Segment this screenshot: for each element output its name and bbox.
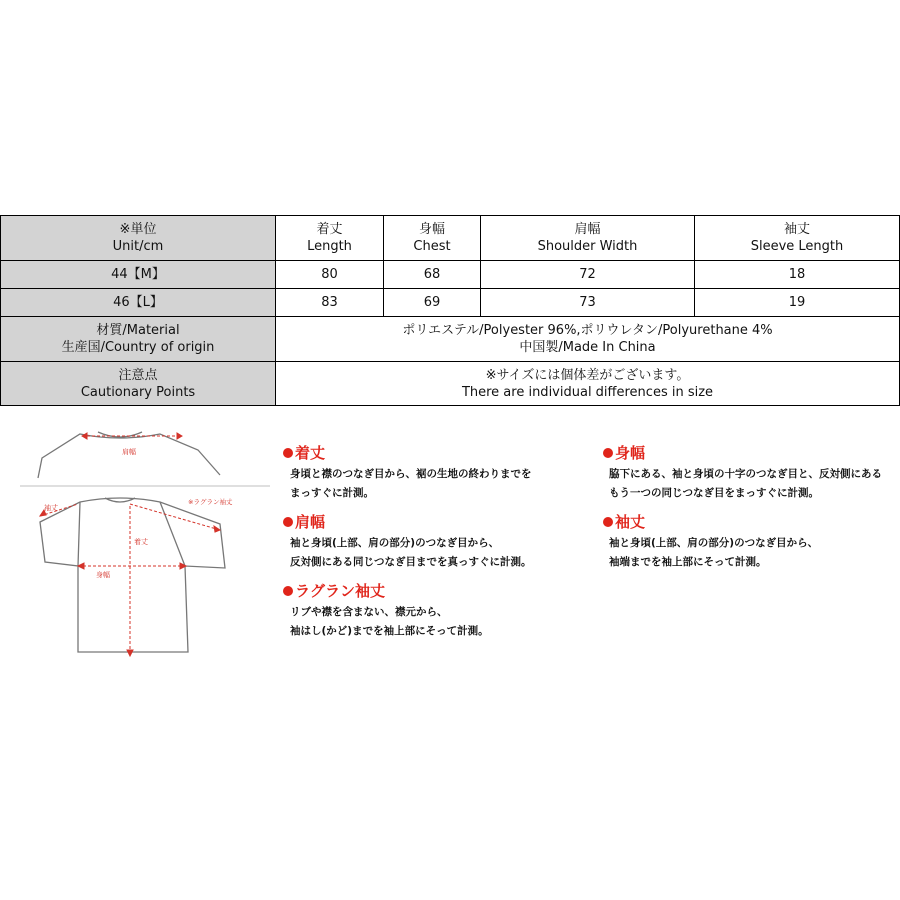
note-title: 着丈 [295,444,326,462]
table-row [1,289,900,317]
raglan-label: ※ラグラン袖丈 [188,498,233,506]
unit-header: ※単位 Unit/cm [1,216,276,261]
length-header: 着丈 Length [276,216,384,261]
note-line: もう一つの同じつなぎ目をまっすぐに計測。 [609,487,819,499]
material-label: 材質/Material 生産国/Country of origin [1,317,276,362]
note-length [283,443,532,503]
size-cell: 46【L】 [1,289,276,317]
note-line: 袖端までを袖上部にそって計測。 [609,556,767,568]
length-measure-line [127,506,133,656]
chest-cell: 68 [384,261,481,289]
bullet-dot [283,517,293,527]
note-title: ラグラン袖丈 [295,582,386,600]
sleeve-cell: 19 [695,289,900,317]
shoulder-cell: 72 [481,261,695,289]
note-title: 肩幅 [295,513,326,531]
measurement-diagram [20,420,270,670]
bullet-dot [603,448,613,458]
note-line: 身頃と襟のつなぎ目から、裾の生地の終わりまでを [290,468,532,480]
note-shoulder [283,512,532,572]
shoulder-header: 肩幅 Shoulder Width [481,216,695,261]
raglan-measure-line [130,504,220,532]
note-raglan [283,581,489,641]
length-label: 着丈 [134,538,148,546]
bullet-dot [603,517,613,527]
shoulder-label: 肩幅 [122,448,136,456]
size-table [0,215,900,406]
chest-label: 身幅 [96,571,110,579]
note-chest [603,443,882,503]
shoulder-cell: 73 [481,289,695,317]
note-line: 反対側にある同じつなぎ目までを真っすぐに計測。 [290,556,532,568]
note-sleeve [603,512,818,572]
sleeve-label: 袖丈 [44,504,58,512]
size-cell: 44【M】 [1,261,276,289]
length-cell: 83 [276,289,384,317]
sleeve-cell: 18 [695,261,900,289]
note-line: 袖と身頃(上部、肩の部分)のつなぎ目から、 [609,537,819,549]
caution-label: 注意点 Cautionary Points [1,362,276,406]
caution-row [1,362,900,406]
length-cell: 80 [276,261,384,289]
bullet-dot [283,586,293,596]
bullet-dot [283,448,293,458]
material-value: ポリエステル/Polyester 96%,ポリウレタン/Polyurethane 4% 中国製/Made In China [276,317,900,362]
material-row [1,317,900,362]
note-title: 身幅 [615,444,646,462]
caution-value: ※サイズには個体差がございます。 There are individual differences in size [276,362,900,406]
note-line: 脇下にある、袖と身頃の十字のつなぎ目と、反対側にある [609,468,882,480]
note-line: リブや襟を含まない、襟元から、 [290,606,448,618]
chest-cell: 69 [384,289,481,317]
sleeve-header: 袖丈 Sleeve Length [695,216,900,261]
note-line: 袖はし(かど)までを袖上部にそって計測。 [290,625,489,637]
chest-measure-line [78,563,186,569]
shirt-front-view [40,498,225,652]
note-line: 袖と身頃(上部、肩の部分)のつなぎ目から、 [290,537,500,549]
note-title: 袖丈 [615,513,646,531]
table-row [1,261,900,289]
chest-header: 身幅 Chest [384,216,481,261]
table-header-row [1,216,900,261]
note-line: まっすぐに計測。 [290,487,374,499]
